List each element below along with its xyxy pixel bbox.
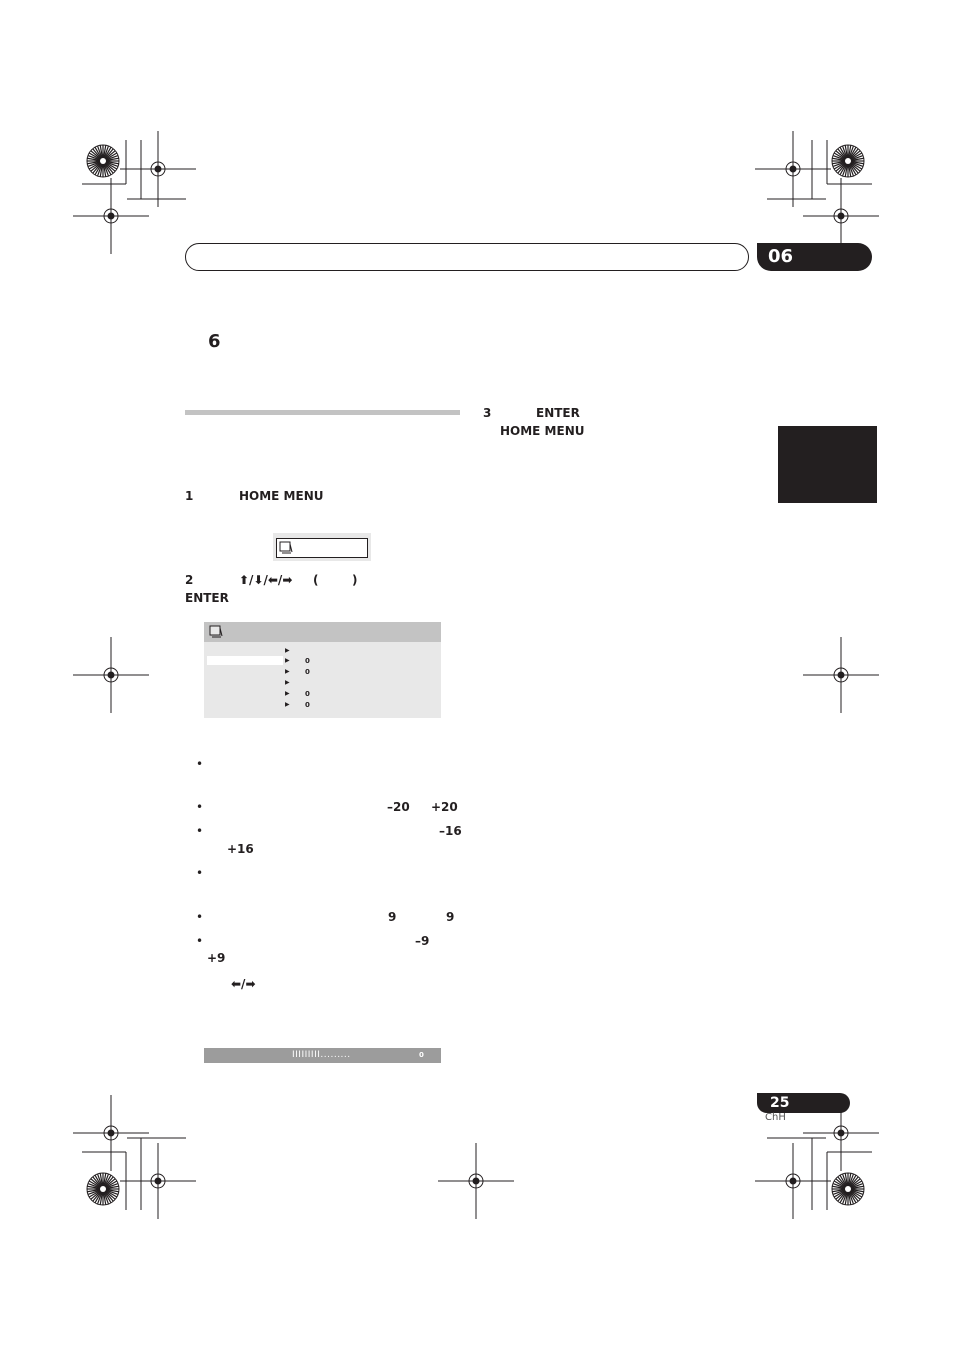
step1-number: 1 — [185, 489, 194, 503]
color-wheel-icon — [87, 1173, 119, 1205]
language-code: ChH — [765, 1112, 786, 1123]
step2-arrow-keys: ⬆/⬇/⬅/➡ — [239, 573, 293, 587]
settings-panel-header — [204, 622, 441, 642]
registration-target-icon — [73, 637, 149, 713]
range3-max: 9 — [446, 910, 455, 924]
step2-key-enter: ENTER — [185, 591, 229, 605]
step2-paren-open: ( — [313, 573, 319, 587]
bullet-marker: • — [196, 866, 204, 880]
range2-min: –16 — [439, 824, 462, 838]
step3-key-home-menu: HOME MENU — [500, 424, 585, 438]
chapter-title-bar — [185, 243, 749, 271]
step2-number: 2 — [185, 573, 194, 587]
range3-min: 9 — [388, 910, 397, 924]
registration-target-icon — [73, 1095, 149, 1171]
range1-max: +20 — [431, 800, 458, 814]
chapter-number: 06 — [768, 246, 794, 267]
row-value: 0 — [305, 701, 310, 709]
range2-max: +16 — [227, 842, 254, 856]
range4-max: +9 — [207, 951, 226, 965]
row-value: 0 — [305, 690, 310, 698]
registration-target-icon — [120, 131, 196, 207]
color-wheel-icon — [832, 1173, 864, 1205]
step3-key-enter: ENTER — [536, 406, 580, 420]
bullet-marker: • — [196, 800, 204, 814]
row-arrow-icon: ▶ — [285, 701, 290, 708]
row-arrow-icon: ▶ — [285, 647, 290, 654]
registration-target-icon — [755, 1143, 831, 1219]
adjust-arrow-keys: ⬅/➡ — [231, 977, 256, 991]
color-wheel-icon — [87, 145, 119, 177]
row-arrow-icon: ▶ — [285, 657, 290, 664]
chapter-tab — [757, 243, 872, 271]
page-number: 25 — [770, 1095, 790, 1111]
menu-button-frame — [276, 538, 368, 558]
settings-panel-selected-row[interactable] — [207, 656, 283, 665]
page-number-tab — [757, 1093, 850, 1113]
registration-target-icon — [120, 1143, 196, 1219]
range4-min: –9 — [415, 934, 430, 948]
row-arrow-icon: ▶ — [285, 668, 290, 675]
adjustment-slider[interactable] — [204, 1048, 441, 1063]
step2-paren-close: ) — [352, 573, 358, 587]
row-value: 0 — [305, 657, 310, 665]
language-side-tab — [778, 426, 877, 503]
step1-key-home-menu: HOME MENU — [239, 489, 324, 503]
section-rule — [185, 410, 460, 415]
step3-number: 3 — [483, 406, 492, 420]
monitor-icon — [279, 541, 293, 555]
color-wheel-icon — [832, 145, 864, 177]
registration-target-icon — [73, 178, 149, 254]
monitor-icon — [209, 625, 223, 639]
slider-value: 0 — [419, 1051, 424, 1059]
row-value: 0 — [305, 668, 310, 676]
row-arrow-icon: ▶ — [285, 690, 290, 697]
registration-target-icon — [438, 1143, 514, 1219]
registration-target-icon — [755, 131, 831, 207]
range1-min: –20 — [387, 800, 410, 814]
bullet-marker: • — [196, 910, 204, 924]
slider-ticks: IIIIIIIII......... — [292, 1050, 351, 1060]
row-arrow-icon: ▶ — [285, 679, 290, 686]
bullet-marker: • — [196, 757, 204, 771]
bullet-marker: • — [196, 824, 204, 838]
bullet-marker: • — [196, 934, 204, 948]
registration-target-icon — [803, 637, 879, 713]
section-number: 6 — [208, 331, 221, 352]
